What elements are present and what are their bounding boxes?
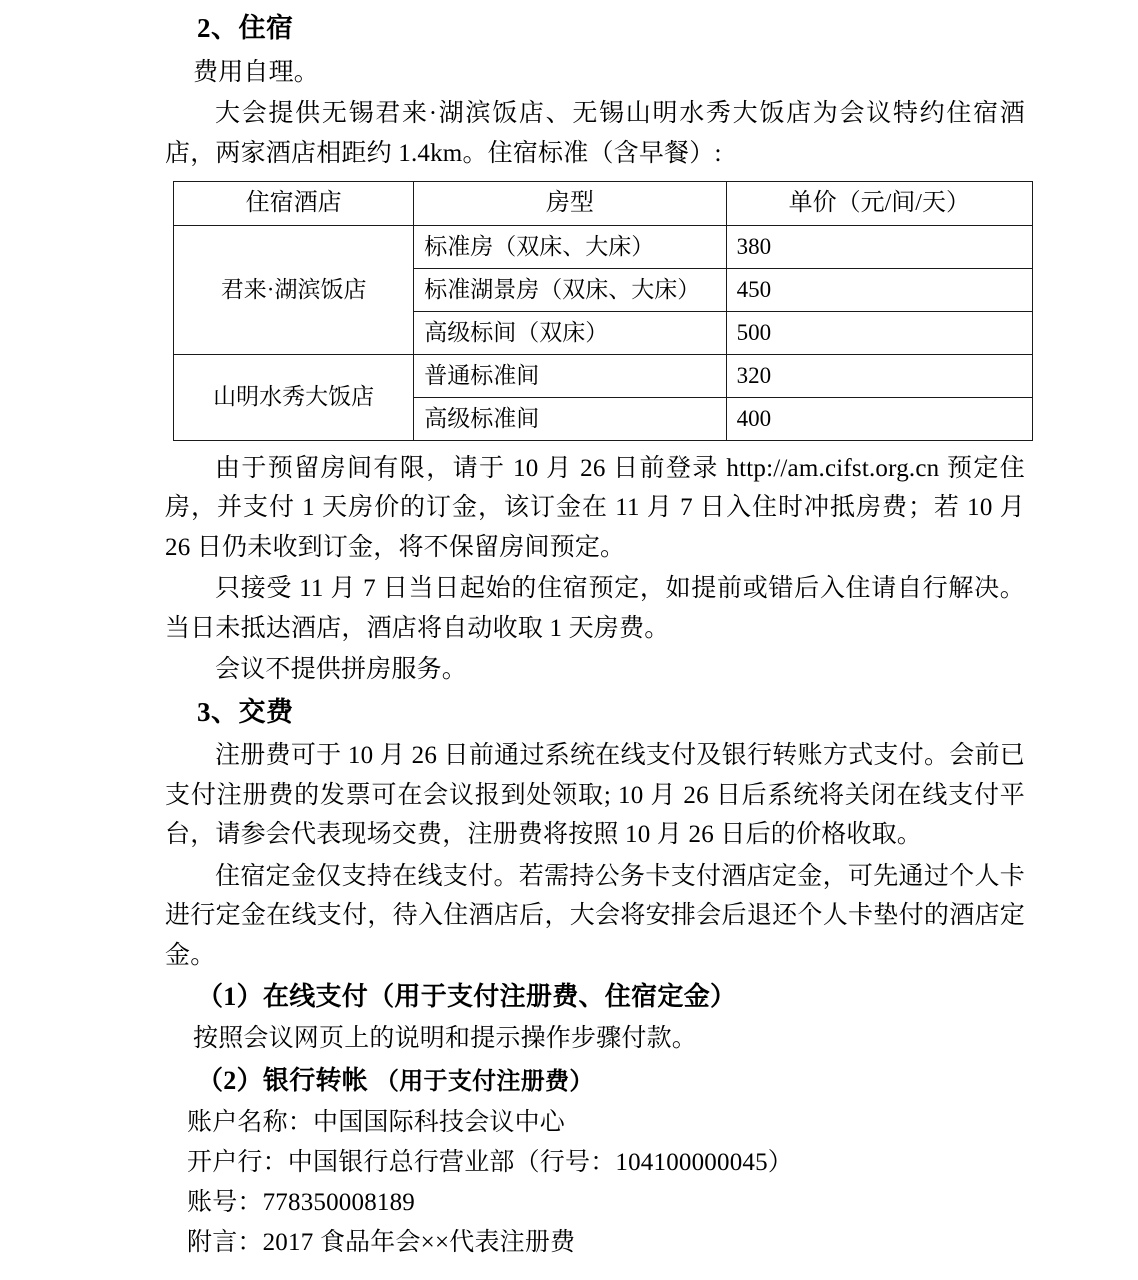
table-cell-price: 320 (726, 354, 1032, 397)
paragraph-deposit-online-only: 住宿定金仅支持在线支付。若需持公务卡支付酒店定金，可先通过个人卡进行定金在线支付，待入住酒店后，大会将安排会后退还个人卡垫付的酒店定金。 (165, 862, 1025, 969)
table-row (174, 354, 1033, 397)
subheading-bank-transfer (165, 1061, 1025, 1101)
table-cell-price: 380 (726, 226, 1032, 269)
bank-account-number: 账号：778350008189 (187, 1189, 416, 1217)
table-header-hotel: 住宿酒店 (174, 182, 414, 226)
table-cell-room-type: 普通标准间 (414, 354, 726, 397)
table-cell-hotel-name: 山明水秀大饭店 (174, 354, 414, 440)
bank-transfer-memo: 附言：2017 食品年会××代表注册费 (187, 1229, 576, 1257)
paragraph-self-funded: 费用自理。 (193, 58, 320, 86)
table-header-price: 单价（元/间/天） (726, 182, 1032, 226)
table-cell-price: 400 (726, 397, 1032, 440)
paragraph-checkin-policy: 只接受 11 月 7 日当日起始的住宿预定，如提前或错后入住请自行解决。当日未抵达酒店，酒店将自动收取 1 天房费。 (165, 575, 1025, 642)
table-header-roomtype: 房型 (414, 182, 726, 226)
section-heading-payment: 3、交费 (197, 696, 294, 727)
table-cell-hotel-name: 君来·湖滨饭店 (174, 226, 414, 355)
table-cell-room-type: 标准房（双床、大床） (414, 226, 726, 269)
table-header-row (174, 182, 1033, 226)
document-content (165, 8, 1025, 1263)
bank-branch: 开户行：中国银行总行营业部（行号：104100000045） (187, 1149, 794, 1177)
subheading-bank-transfer-title: （2）银行转帐 (197, 1065, 369, 1095)
table-cell-price: 500 (726, 311, 1032, 354)
paragraph-online-payment-instructions: 按照会议网页上的说明和提示操作步骤付款。 (193, 1025, 698, 1053)
table-cell-price: 450 (726, 269, 1032, 312)
table-cell-room-type: 标准湖景房（双床、大床） (414, 269, 726, 312)
subheading-bank-transfer-note: （用于支付注册费） (374, 1068, 594, 1095)
section-heading-accommodation: 2、住宿 (197, 13, 294, 43)
paragraph-hotels-intro: 大会提供无锡君来·湖滨饭店、无锡山明水秀大饭店为会议特约住宿酒店，两家酒店相距约 1.4km。住宿标准（含早餐）: (165, 100, 1025, 167)
paragraph-no-room-sharing: 会议不提供拼房服务。 (215, 656, 468, 684)
table-row (174, 226, 1033, 269)
table-cell-room-type: 高级标间（双床） (414, 311, 726, 354)
subheading-online-payment: （1）在线支付（用于支付注册费、住宿定金） (197, 982, 737, 1012)
paragraph-registration-fee-payment: 注册费可于 10 月 26 日前通过系统在线支付及银行转账方式支付。会前已支付注册费的发票可在会议报到处领取; 10 月 26 日后系统将关闭在线支付平台，请参会代表现场交费，注册费将按照 10 月 26 日后的价格收取。 (165, 742, 1025, 849)
table-cell-room-type: 高级标准间 (414, 397, 726, 440)
paragraph-deposit-deadline: 由于预留房间有限，请于 10 月 26 日前登录 http://am.cifst.org.cn 预定住房，并支付 1 天房价的订金，该订金在 11 月 7 日入住时冲抵房费；若 10 月 26 日仍未收到订金，将不保留房间预定。 (165, 454, 1025, 561)
bank-account-name: 账户名称：中国国际科技会议中心 (187, 1109, 566, 1137)
accommodation-rate-table (173, 181, 1033, 441)
